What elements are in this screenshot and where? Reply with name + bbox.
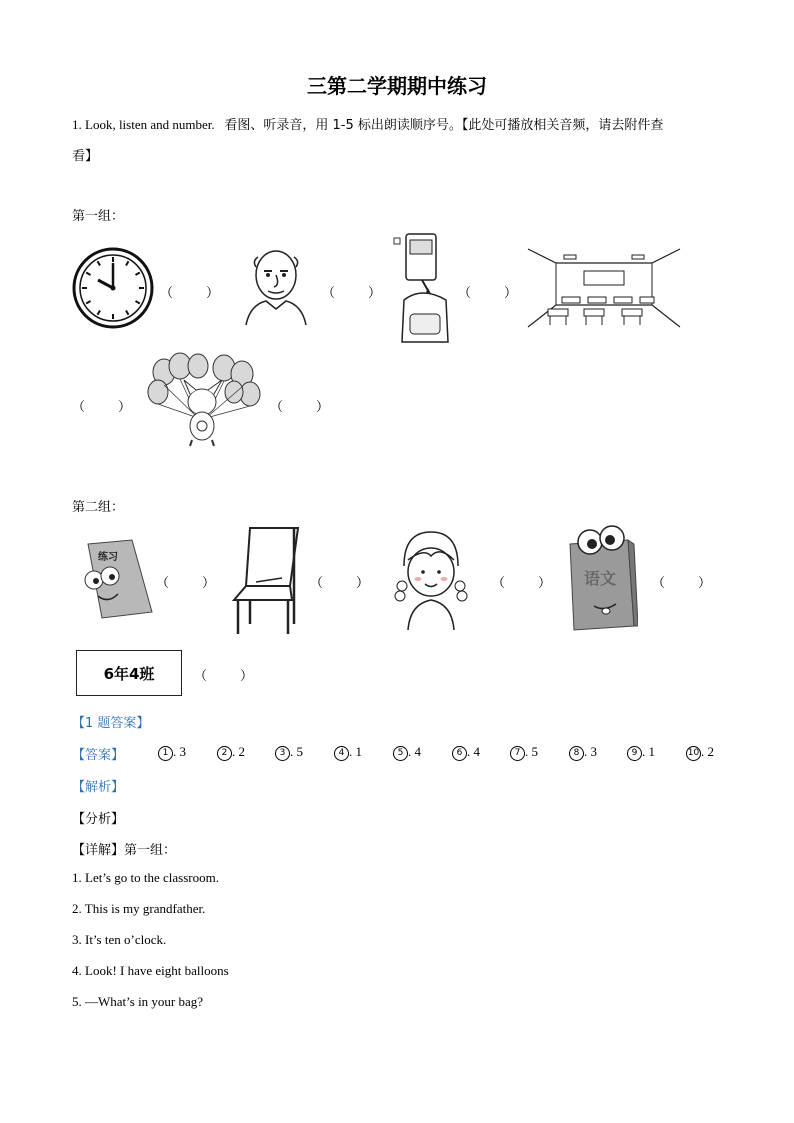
analysis-label: 【解析】	[72, 780, 125, 795]
girl-icon	[394, 528, 468, 632]
detail-line-5: 5. —What’s in your bag?	[72, 994, 204, 1009]
chair-icon	[232, 524, 302, 636]
paren-g1-4[interactable]: （ ）	[72, 400, 132, 415]
schoolbag-icon	[392, 230, 454, 348]
fenxi-label: 【分析】	[72, 812, 125, 827]
answer-item: 6 . 4	[452, 744, 480, 761]
paren-g2-4[interactable]: （ ）	[652, 576, 712, 591]
answer-item: 3 . 5	[275, 744, 303, 761]
group1-label: 第一组：	[72, 209, 125, 224]
class-box: 6年4班	[76, 650, 182, 696]
answer-item: 9 . 1	[627, 744, 655, 761]
paren-g2-3[interactable]: （ ）	[492, 576, 552, 591]
question-en: 1. Look, listen and number.	[72, 117, 215, 132]
answer-item: 10 . 2	[687, 744, 714, 759]
detail-line-3: 3. It’s ten o’clock.	[72, 932, 167, 947]
answer-item: 5 . 4	[393, 744, 421, 761]
question-zh: 看图、听录音，用 1-5 标出朗读顺序号。【此处可播放相关音频，请去附件查	[224, 118, 664, 133]
paren-g2-5[interactable]: （ ）	[194, 669, 254, 684]
detail-label: 【详解】第一组：	[72, 843, 177, 858]
answer-item: 2 . 2	[217, 744, 245, 761]
detail-line-2: 2. This is my grandfather.	[72, 901, 206, 916]
answer-item: 1 . 3	[158, 744, 186, 761]
answer-item: 7 . 5	[510, 744, 538, 761]
answer-row	[72, 744, 732, 764]
clock-icon	[72, 247, 154, 329]
classroom-icon	[526, 247, 682, 331]
paren-g1-3[interactable]: （ ）	[458, 286, 518, 301]
paren-g2-1[interactable]: （ ）	[156, 576, 216, 591]
paren-g2-2[interactable]: （ ）	[310, 576, 370, 591]
paren-g1-5[interactable]: （ ）	[270, 400, 330, 415]
answer-item: 4 . 1	[334, 744, 362, 761]
question-1	[72, 110, 722, 172]
balloons-icon	[146, 352, 262, 448]
detail-line-4: 4. Look! I have eight balloons	[72, 963, 229, 978]
paren-g1-1[interactable]: （ ）	[160, 286, 220, 301]
detail-line-1: 1. Let’s go to the classroom.	[72, 870, 219, 885]
answer-header: 【1 题答案】	[72, 716, 150, 731]
group2-label: 第二组：	[72, 500, 125, 515]
workbook-text: 练习	[98, 552, 118, 563]
answer-item: 8 . 3	[569, 744, 597, 761]
question-zh-2: 看】	[72, 149, 99, 164]
paren-g1-2[interactable]: （ ）	[322, 286, 382, 301]
answer-label: 【答案】	[72, 748, 125, 763]
page-title: 三第二学期期中练习	[307, 74, 487, 98]
grandfather-icon	[240, 245, 312, 327]
chinese-book-text: 语文	[584, 569, 617, 588]
